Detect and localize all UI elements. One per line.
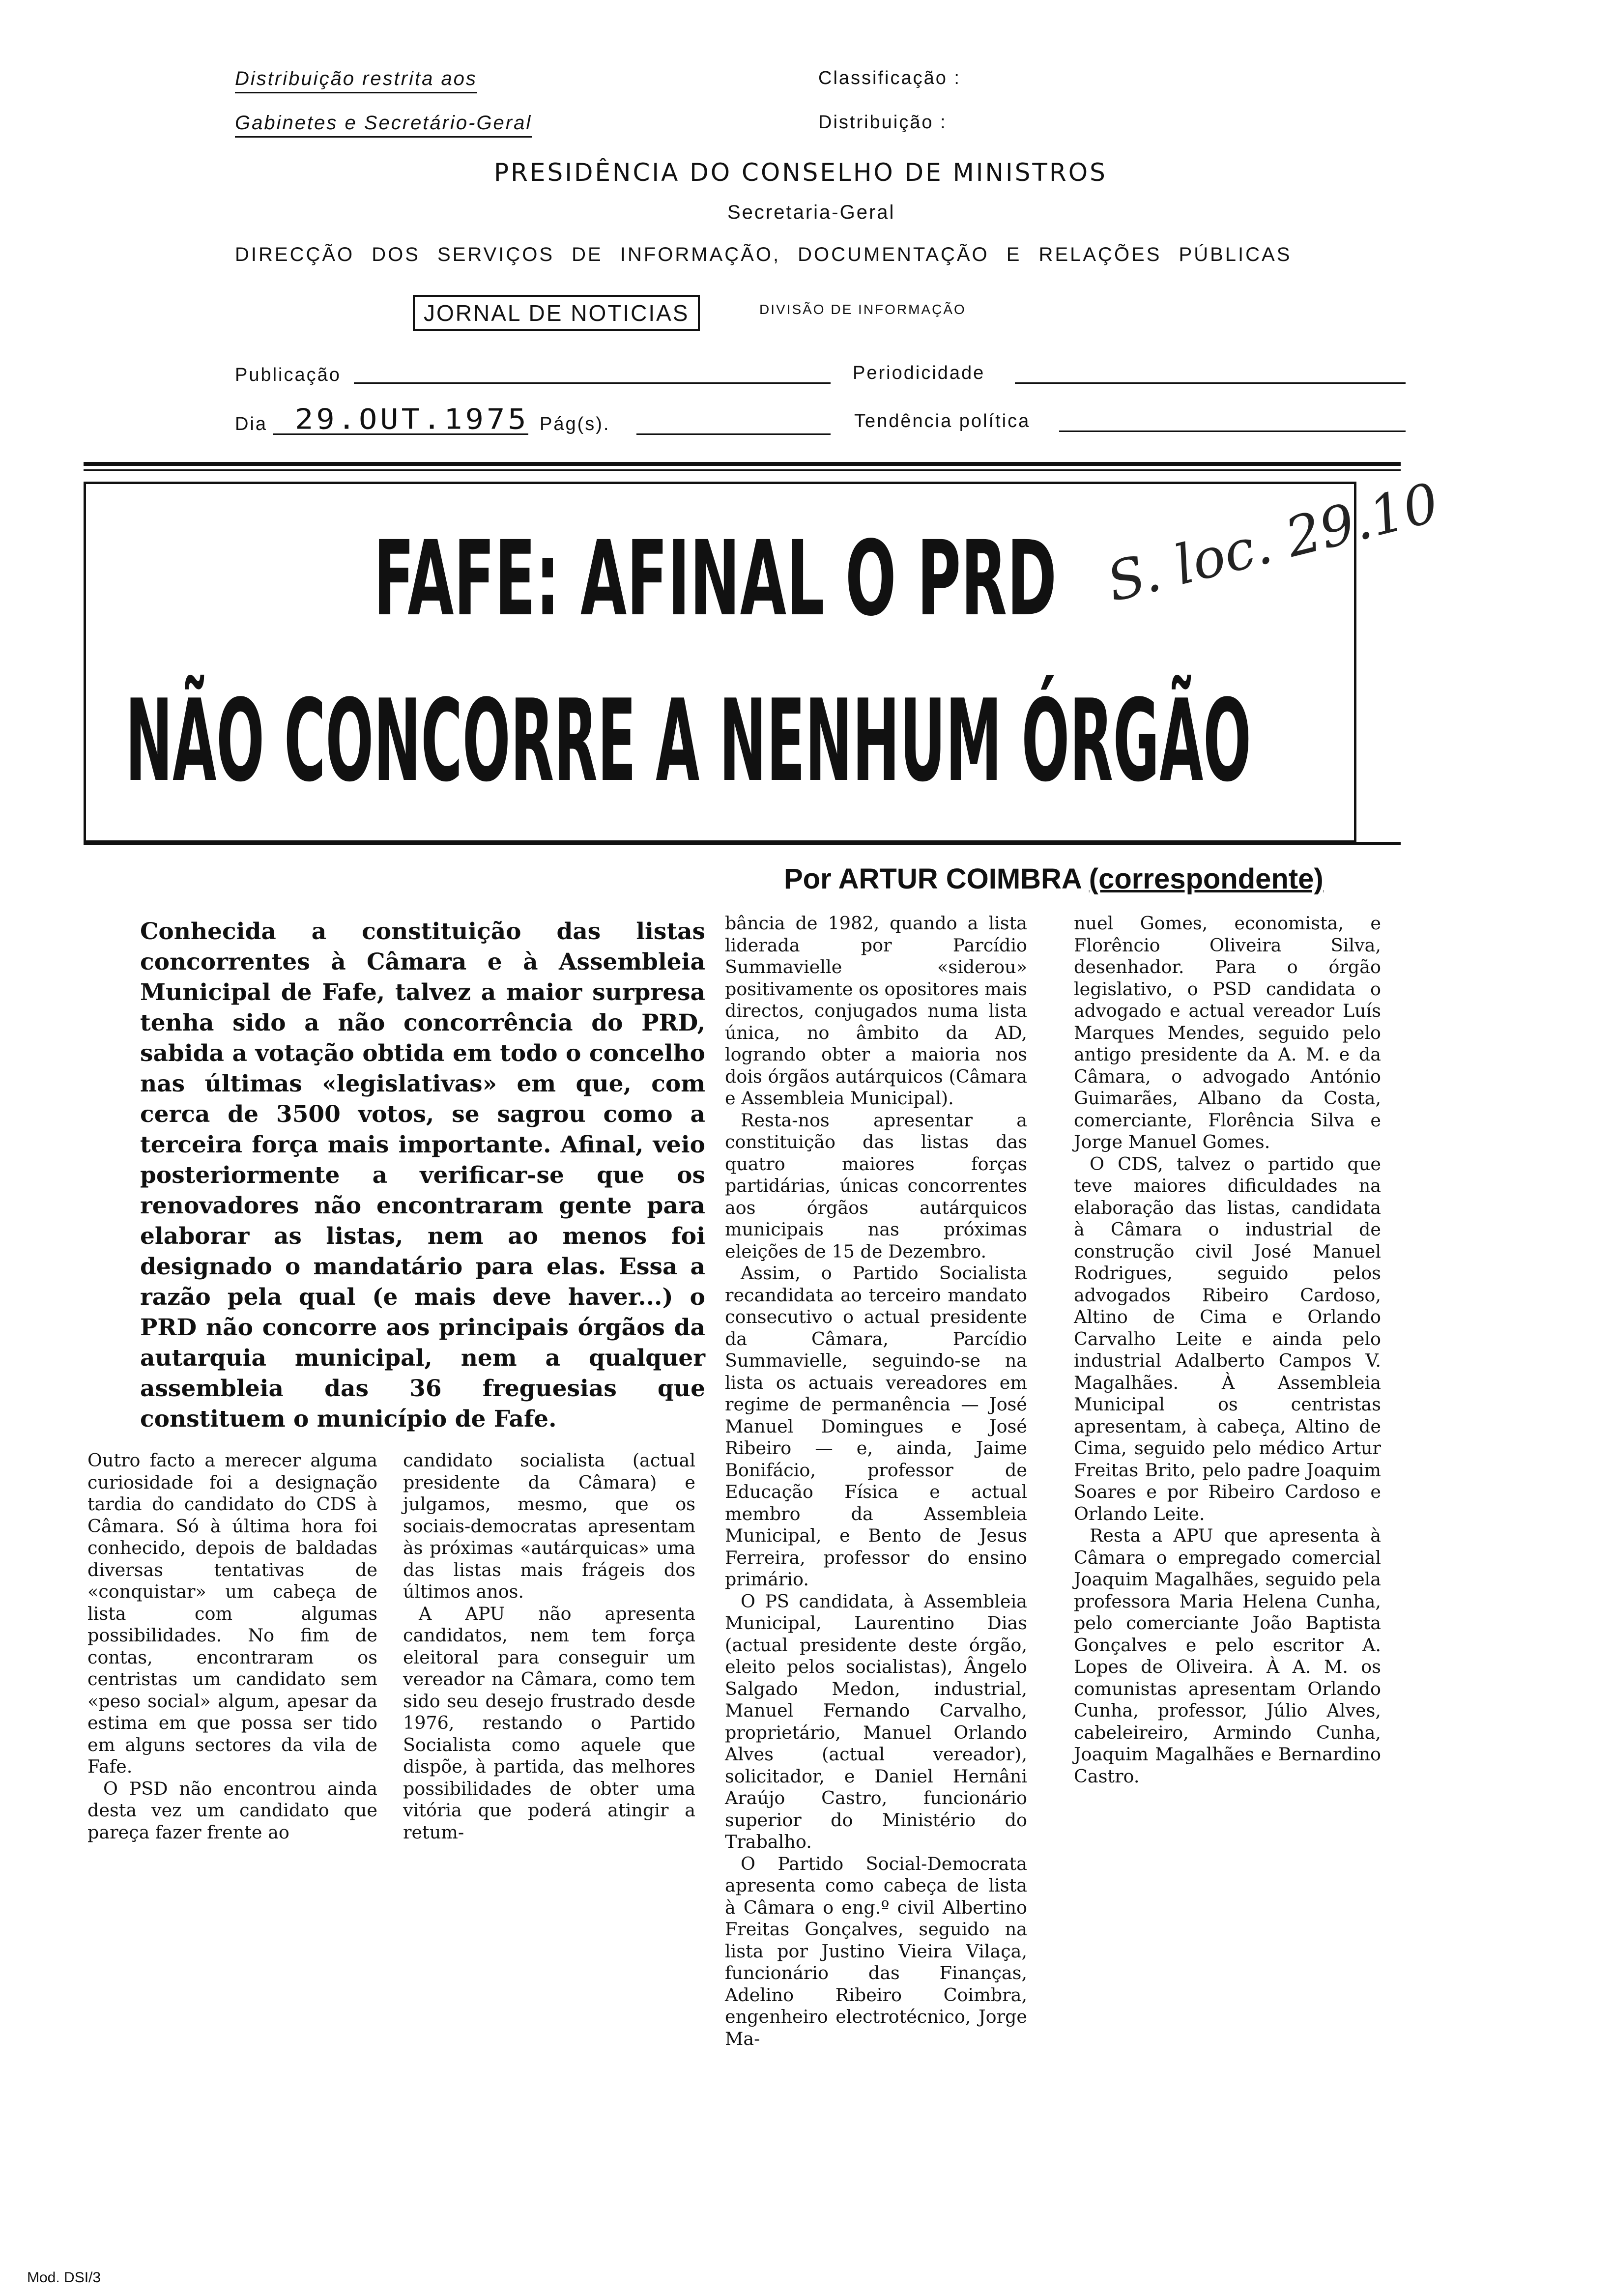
article-column-3: [725, 913, 1027, 2050]
pages-field: [636, 433, 831, 435]
header-rule-thin: [84, 469, 1401, 471]
headline-line-1: FAFE: AFINAL O PRD: [374, 518, 1057, 639]
date-value: 29.OUT.1975: [295, 402, 529, 436]
article-column-1: [87, 1450, 377, 1843]
directorate-line: DIRECÇÃO DOS SERVIÇOS DE INFORMAÇÃO, DOCUMENTAÇÃO E RELAÇÕES PÚBLICAS: [235, 244, 1292, 265]
classification-label: Classificação :: [818, 68, 961, 88]
byline: [784, 862, 1324, 895]
form-code: Mod. DSI/3: [27, 2269, 101, 2286]
article-column-4: [1074, 913, 1381, 1787]
paragraph: Assim, o Partido Socialista recandidata ao terceiro mandato consecutivo o actual presidente da Câmara, Parcídio Summavielle, seguindo-se na lista os actuais vereadores em regime de permanência — José Manuel Domingues e José Ribeiro — e, ainda, Jaime Bonifácio, professor de Educação Física e actual membro da Assembleia Municipal, e Bento de Jesus Ferreira, professor do ensino primário.: [725, 1263, 1027, 1590]
publication-label: Publicação: [235, 365, 341, 385]
paragraph: A APU não apresenta candidatos, nem tem força eleitoral para conseguir um vereador na Câmara, como tem sido seu desejo frustrado desde 1976, restando o Partido Socialista como aquele que dispõe, à partida, das melhores possibilidades de obter uma vitória que poderá atingir a retum-: [403, 1603, 695, 1843]
byline-author: Por ARTUR COIMBRA: [784, 863, 1081, 895]
article-lead: Conhecida a constituição das listas concorrentes à Câmara e à Assembleia Municipal de Fafe, talvez a maior surpresa tenha sido a não concorrência do PRD, sabida a votação obtida em todo o concelho nas últimas «legislativas» em que, com cerca de 3500 votos, se sagrou como a terceira força mais importante. Afinal, veio posteriormente a verificar-se que os renovadores não encontraram gente para elaborar as listas, nem ao menos foi designado o mandatário para elas. Essa a razão pela qual (e mais deve haver...) o PRD não concorre aos principais órgãos da autarquia municipal, nem a qualquer assembleia das 36 freguesias que constituem o município de Fafe.: [140, 918, 705, 1433]
periodicity-field: [1015, 382, 1406, 384]
political-tendency-label: Tendência política: [854, 411, 1031, 431]
distribution-line-1: Distribuição restrita aos: [235, 68, 477, 93]
day-label: Dia: [235, 414, 268, 434]
paragraph: Outro facto a merecer alguma curiosidade foi a designação tardia do candidato do CDS à Câmara. Só à última hora foi conhecido, depois de baldadas diversas tentativas de «conquistar» um cabeça de lista com algumas possibilidades. No fim de contas, encontraram os centristas um candidato sem «peso social» algum, apesar da estima em que possa ser tido em alguns sectores da vila de Fafe.: [87, 1450, 377, 1777]
paragraph: nuel Gomes, economista, e Florêncio Oliveira Silva, desenhador. Para o órgão legislativo, o PSD candidata o advogado e actual vereador Luís Marques Mendes, seguido pelo antigo presidente da A. M. e da Câmara, o advogado António Guimarães, Albano da Costa, comerciante, Florência Silva e Jorge Manuel Gomes.: [1074, 913, 1381, 1152]
division-label: DIVISÃO DE INFORMAÇÃO: [759, 302, 966, 317]
paragraph: Resta-nos apresentar a constituição das listas das quatro maiores forças partidárias, únicas concorrentes aos órgãos autárquicos municipais nas próximas eleições de 15 de Dezembro.: [725, 1109, 1027, 1262]
political-tendency-field: [1059, 430, 1406, 432]
headline-rule: [84, 842, 1401, 845]
byline-role: (correspondente): [1089, 863, 1324, 895]
paragraph: O Partido Social-Democrata apresenta como cabeça de lista à Câmara o eng.º civil Albertino Freitas Gonçalves, seguido na lista por Justino Vieira Vilaça, funcionário das Finanças, Adelino Ribeiro Coimbra, engenheiro electrotécnico, Jorge Ma-: [725, 1853, 1027, 2049]
periodicity-label: Periodicidade: [853, 363, 985, 383]
header-rule: [84, 462, 1401, 466]
headline-line-2: NÃO CONCORRE A NENHUM ÓRGÃO: [125, 676, 1251, 807]
pages-label: Pág(s).: [540, 414, 610, 434]
org-subtitle: Secretaria-Geral: [727, 201, 895, 223]
distribution-label: Distribuição :: [818, 112, 947, 133]
org-title: PRESIDÊNCIA DO CONSELHO DE MINISTROS: [494, 158, 1107, 187]
distribution-line-2: Gabinetes e Secretário-Geral: [235, 112, 532, 138]
article-column-2: [403, 1450, 695, 1843]
handwritten-note: S. loc. 29.10: [1101, 471, 1445, 614]
publication-field: [354, 382, 831, 384]
paragraph: candidato socialista (actual presidente da Câmara) e julgamos, mesmo, que os sociais-democratas apresentam às próximas «autárquicas» uma das listas mais frágeis dos últimos anos.: [403, 1450, 695, 1602]
paragraph: O CDS, talvez o partido que teve maiores dificuldades na elaboração das listas, candidata à Câmara o industrial de construção civil José Manuel Rodrigues, seguido pelos advogados Ribeiro Cardoso, Altino de Cima e Orlando Carvalho Leite e ainda pelo industrial Adalberto Campos V. Magalhães. À Assembleia Municipal os centristas apresentam, à cabeça, Altino de Cima, seguido pelo médico Artur Freitas Brito, pelo padre Joaquim Soares e por Ribeiro Cardoso e Orlando Leite.: [1074, 1153, 1381, 1524]
source-stamp: JORNAL DE NOTICIAS: [413, 295, 700, 331]
paragraph: Resta a APU que apresenta à Câmara o empregado comercial Joaquim Magalhães, seguido pela professora Maria Helena Cunha, pelo comerciante João Baptista Gonçalves e pelo escritor A. Lopes de Oliveira. À A. M. os comunistas apresentam Orlando Cunha, professor, Júlio Alves, cabeleireiro, Armindo Cunha, Joaquim Magalhães e Bernardino Castro.: [1074, 1525, 1381, 1787]
paragraph: O PSD não encontrou ainda desta vez um candidato que pareça fazer frente ao: [87, 1778, 377, 1843]
paragraph: O PS candidata, à Assembleia Municipal, Laurentino Dias (actual presidente deste órgão, eleito pelos socialistas), Ângelo Salgado Medon, industrial, Manuel Fernando Carvalho, proprietário, Manuel Orlando Alves (actual vereador), solicitador, e Daniel Hernâni Araújo Castro, funcionário superior do Ministério do Trabalho.: [725, 1590, 1027, 1852]
paragraph: bância de 1982, quando a lista liderada por Parcídio Summavielle «siderou» positivamente os opositores mais directos, conjugados numa lista única, no âmbito da AD, logrando obter a maioria nos dois órgãos autárquicos (Câmara e Assembleia Municipal).: [725, 913, 1027, 1109]
